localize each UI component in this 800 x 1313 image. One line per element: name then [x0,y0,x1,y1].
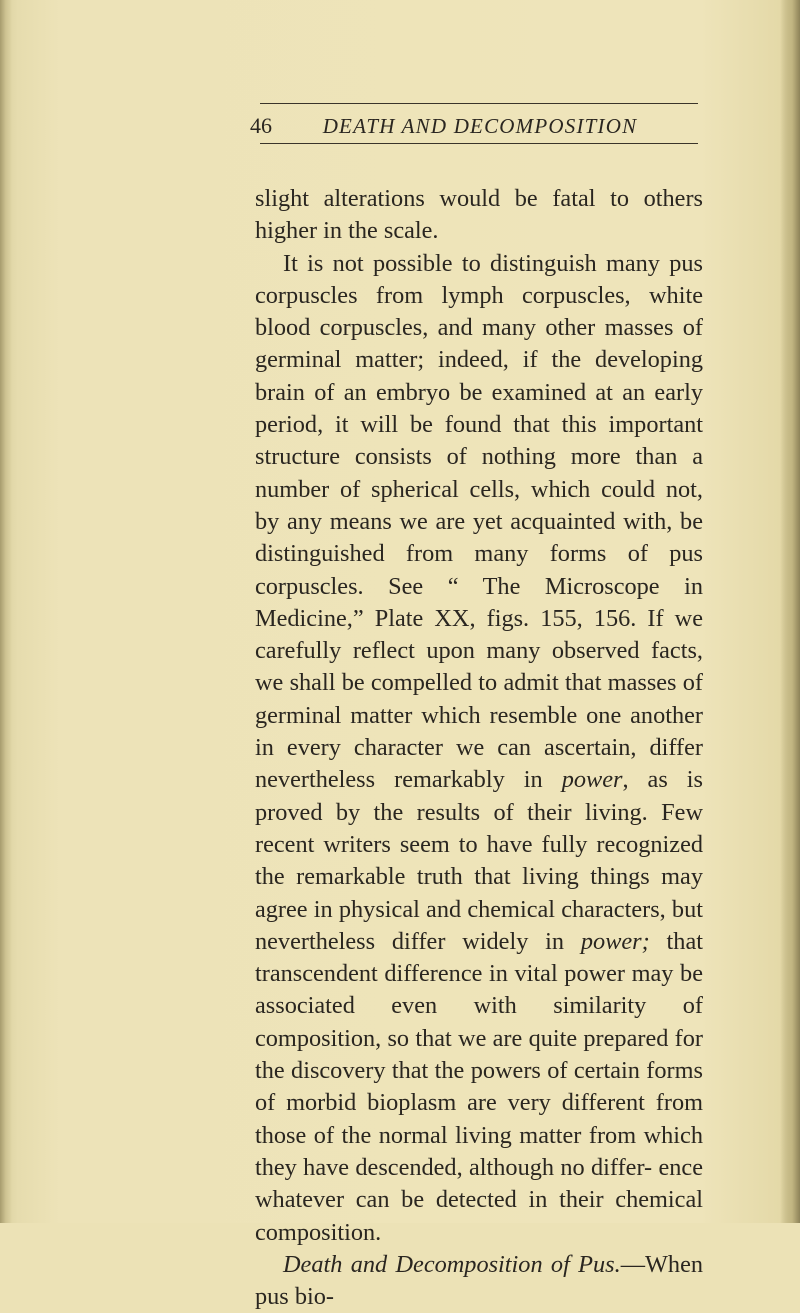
paragraph-2 [255,248,703,1249]
page-left-edge-shadow [0,0,12,1223]
page-right-edge-shadow [780,0,800,1223]
paragraph-2-text-a: It is not possible to distinguish many pus corpuscles from lymph corpuscles, white blood corpuscles, and many other masses of germinal matter; indeed, if the developing brain of an embryo be examined at an early period, it will be found that this important structure consists of nothing more than a number of spherical cells, which could not, by any means we are yet acquainted with, be distinguished from many forms of pus corpuscles. See “ The Microscope in Medicine,” Plate XX, figs. 155, 156. If we carefully reflect upon many observed facts, we shall be compelled to admit that masses of germinal matter which resemble one another in every character we can ascertain, differ nevertheless remarkably in [255,249,703,794]
paragraph-2-text-b: , as is proved by the results of their living. Few recent writers seem to have fully recognized the remarkable truth that living things may agree in physical and chemical characters, but nevertheless differ widely in [255,766,703,955]
running-head [0,108,800,144]
page-number: 46 [250,113,272,138]
emphasis-power: power [561,766,623,794]
paragraph-3-text: —When pus bio- [255,1250,703,1311]
running-title: DEATH AND DECOMPOSITION [322,114,638,138]
section-heading-death-and-decomposition-of-pus: Death and Decomposition of Pus. [283,1250,621,1278]
header-rule-bottom [260,143,698,144]
paragraph-3 [255,1249,703,1313]
paragraph-1-text: slight alterations would be fatal to others higher in the scale. [255,185,703,245]
paragraph-1 [255,183,703,248]
emphasis-power-semicolon: power; [580,927,650,955]
header-rule-top [260,103,698,104]
paragraph-2-text-c: that transcendent difference in vital power may be associated even with similarity of composition, so that we are quite prepared for the discovery that the powers of certain forms of morbid bioplasm are very different from those of the normal living matter from which they have descended, although no differ- ence whatever can be detected in their chemical composition. [255,927,703,1246]
body-text [255,183,703,1313]
